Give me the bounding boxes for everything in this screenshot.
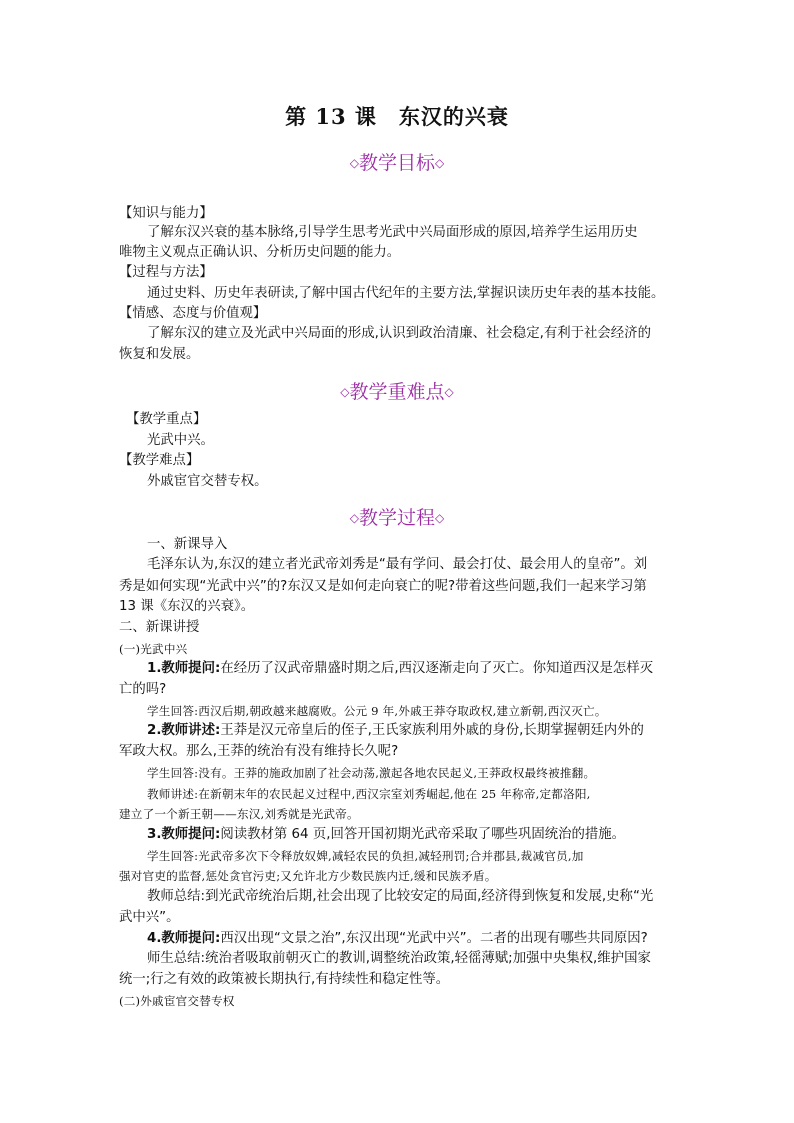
paragraph-line: 亡的吗? bbox=[119, 682, 167, 697]
paragraph-line: 毛泽东认为,东汉的建立者光武帝刘秀是“最有学问、最会打仗、最会用人的皇帝”。刘 bbox=[147, 557, 648, 572]
paragraph-line: 武中兴”。 bbox=[119, 910, 180, 925]
student-answer: 学生回答:没有。王莽的施政加剧了社会动荡,激起各地农民起义,王莽政权最终被推翻。 bbox=[147, 766, 596, 780]
paragraph-line: 统一;行之有效的政策被长期执行,有持续性和稳定性等。 bbox=[119, 972, 450, 987]
paragraph-line: 了解东汉兴衰的基本脉络,引导学生思考光武中兴局面形成的原因,培养学生运用历史 bbox=[147, 225, 638, 240]
paragraph-line: 唯物主义观点正确认识、分析历史问题的能力。 bbox=[119, 245, 401, 260]
subheading-key-point: 【教学重点】 bbox=[126, 412, 207, 427]
subheading-values: 【情感、态度与价值观】 bbox=[119, 306, 267, 321]
question-text: 王莽是汉元帝皇后的侄子,王氏家族利用外戚的身份,长期掌握朝廷内外的 bbox=[220, 723, 644, 738]
paragraph-line: 恢复和发展。 bbox=[119, 347, 200, 362]
question-text: 在经历了汉武帝鼎盛时期之后,西汉逐渐走向了灭亡。你知道西汉是怎样灭 bbox=[220, 661, 654, 676]
paragraph-line: 外戚宦官交替专权。 bbox=[147, 474, 268, 489]
paragraph-line: 13 课《东汉的兴衰》。 bbox=[119, 599, 255, 614]
teacher-summary: 师生总结:统治者吸取前朝灭亡的教训,调整统治政策,轻徭薄赋;加强中央集权,维护国家 bbox=[147, 951, 651, 966]
subheading-knowledge: 【知识与能力】 bbox=[119, 206, 213, 221]
paragraph-line: 强对官吏的监督,惩处贪官污吏;又允许北方少数民族内迁,缓和民族矛盾。 bbox=[119, 869, 497, 883]
section-heading-objectives bbox=[0, 148, 794, 175]
question-label: 1.教师提问: bbox=[147, 661, 221, 676]
step-heading: 一、新课导入 bbox=[147, 537, 228, 552]
paragraph-line: 建立了一个新王朝——东汉,刘秀就是光武帝。 bbox=[119, 807, 359, 821]
subheading-method: 【过程与方法】 bbox=[119, 265, 213, 280]
question-text: 阅读教材第 64 页,回答开国初期光武帝采取了哪些巩固统治的措施。 bbox=[220, 827, 626, 842]
subsection-heading: (二)外戚宦官交替专权 bbox=[119, 994, 235, 1008]
student-answer: 学生回答:西汉后期,朝政越来越腐败。公元 9 年,外戚王莽夺取政权,建立新朝,西汉灭亡。 bbox=[147, 704, 607, 718]
paragraph-line: 了解东汉的建立及光武中兴局面的形成,认识到政治清廉、社会稳定,有利于社会经济的 bbox=[147, 326, 651, 341]
teacher-narration bbox=[147, 722, 644, 740]
section-title: 教学过程 bbox=[358, 507, 435, 529]
diamond-icon: ◇ bbox=[444, 385, 454, 399]
section-title: 教学目标 bbox=[358, 152, 435, 174]
diamond-icon: ◇ bbox=[435, 511, 445, 525]
paragraph-line: 军政大权。那么,王莽的统治有没有维持长久呢? bbox=[119, 744, 399, 759]
teacher-narration: 教师讲述:在新朝末年的农民起义过程中,西汉宗室刘秀崛起,他在 25 年称帝,定都洛阳, bbox=[147, 787, 591, 801]
question-label: 3.教师提问: bbox=[147, 827, 221, 842]
subheading-difficulty: 【教学难点】 bbox=[119, 453, 200, 468]
diamond-icon: ◇ bbox=[349, 511, 359, 525]
section-title: 教学重难点 bbox=[349, 381, 445, 403]
paragraph-line: 光武中兴。 bbox=[147, 433, 214, 448]
question-label: 4.教师提问: bbox=[147, 931, 221, 946]
diamond-icon: ◇ bbox=[435, 156, 445, 170]
diamond-icon: ◇ bbox=[340, 385, 350, 399]
step-heading: 二、新课讲授 bbox=[119, 620, 200, 635]
diamond-icon: ◇ bbox=[349, 156, 359, 170]
paragraph-line: 秀是如何实现“光武中兴”的?东汉又是如何走向衰亡的呢?带着这些问题,我们一起来学习第 bbox=[119, 579, 647, 594]
section-heading-process bbox=[0, 503, 794, 530]
teacher-question bbox=[147, 660, 653, 678]
teacher-question bbox=[147, 930, 648, 948]
question-label: 2.教师讲述: bbox=[147, 723, 221, 738]
teacher-summary: 教师总结:到光武帝统治后期,社会出现了比较安定的局面,经济得到恢复和发展,史称“光 bbox=[147, 889, 654, 904]
question-text: 西汉出现“文景之治”,东汉出现“光武中兴”。二者的出现有哪些共同原因? bbox=[220, 931, 648, 946]
lesson-title: 第 13 课 东汉的兴衰 bbox=[285, 104, 509, 129]
section-heading-key-points bbox=[0, 377, 794, 404]
paragraph-line: 通过史料、历史年表研读,了解中国古代纪年的主要方法,掌握识读历史年表的基本技能。 bbox=[147, 286, 665, 301]
student-answer: 学生回答:光武帝多次下令释放奴婢,减轻农民的负担,减轻刑罚;合并郡县,裁减官员,加 bbox=[147, 849, 584, 863]
subsection-heading: (一)光武中兴 bbox=[119, 642, 188, 656]
teacher-question bbox=[147, 826, 625, 844]
